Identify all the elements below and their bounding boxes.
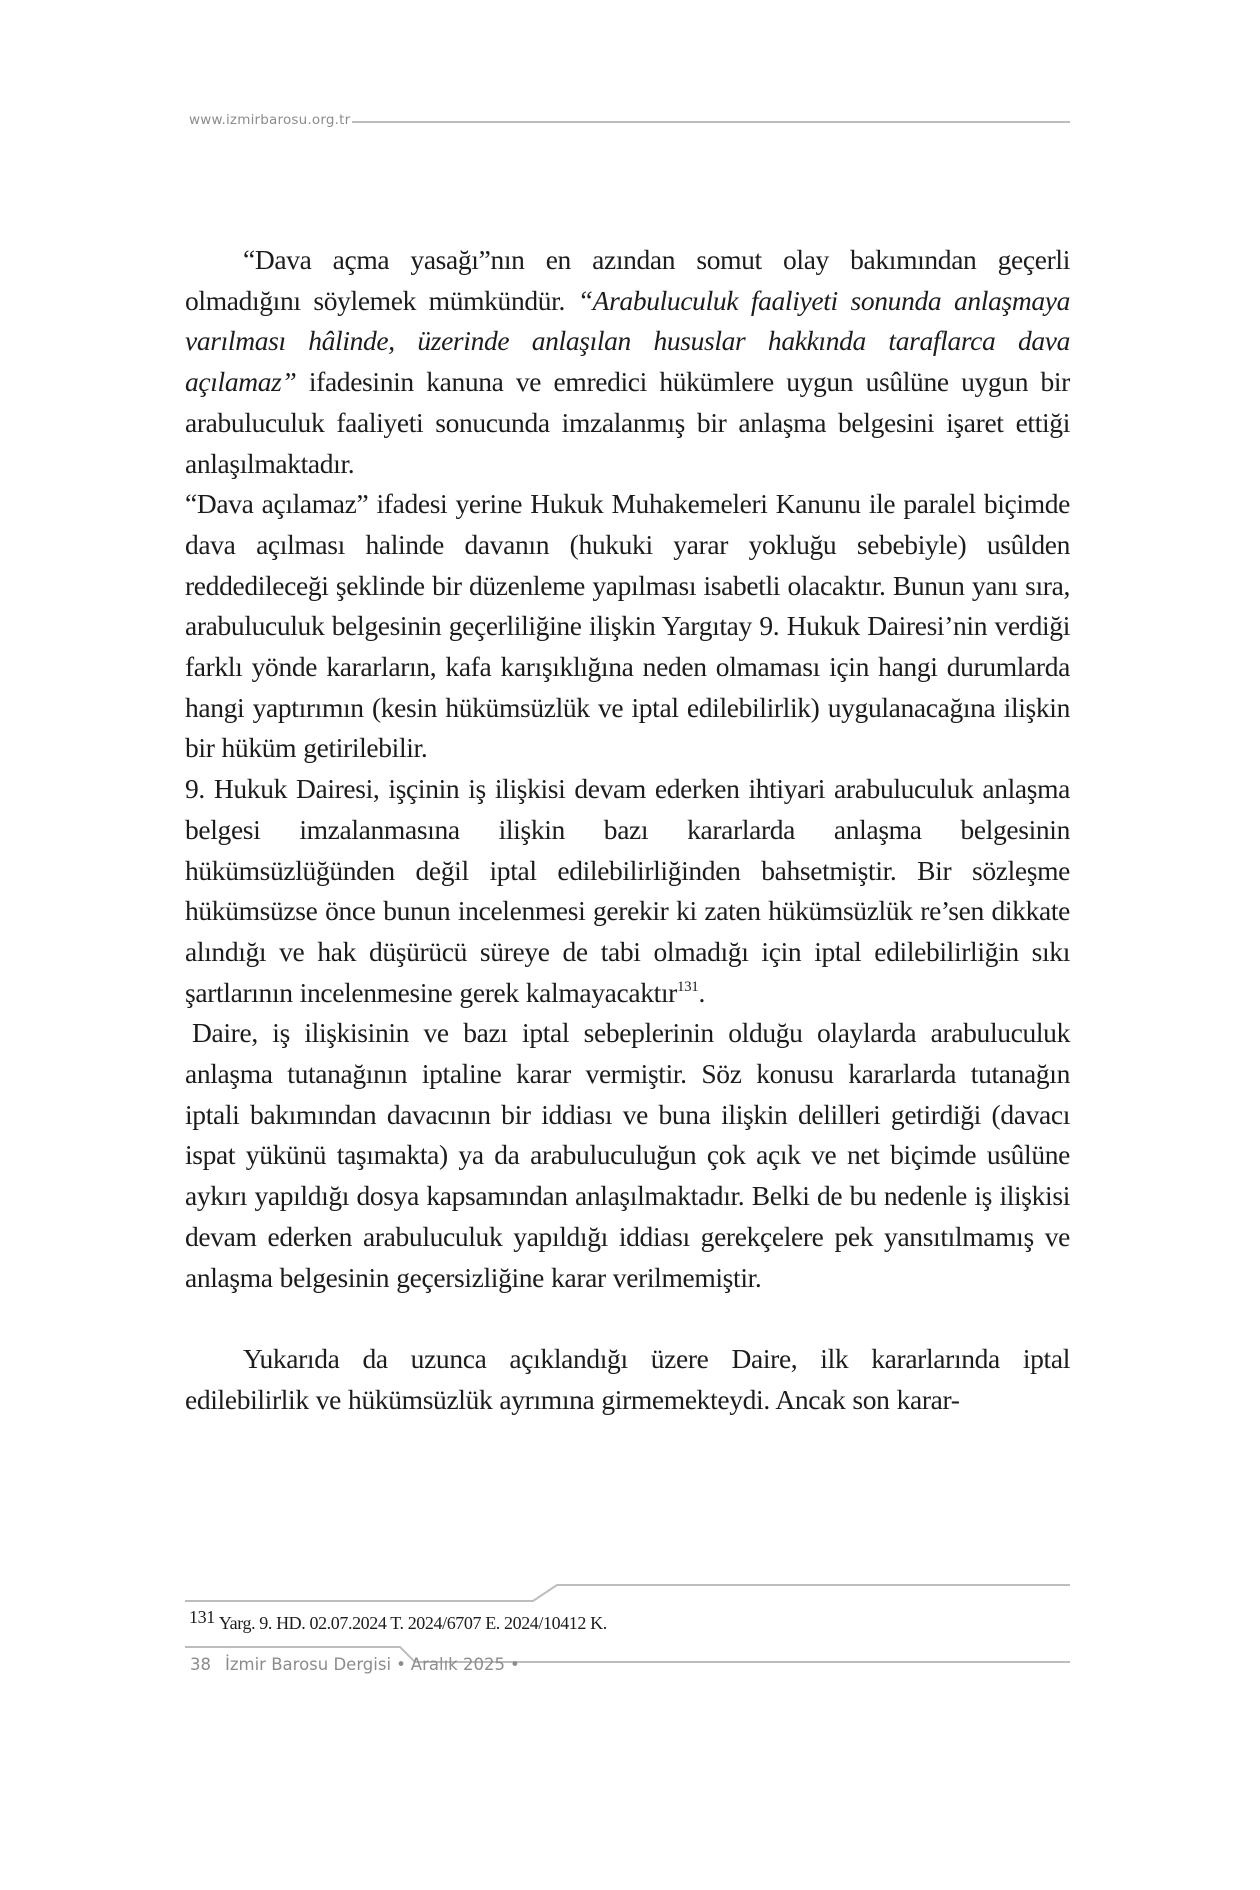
paragraph-2: “Dava açılamaz” ifadesi yerine Hukuk Muhakemeleri Kanunu ile paralel biçimde dava açılması halinde davanın (hukuki yarar yokluğu sebebiyle) usûlden reddedileceği şeklinde bir düzenleme yapılması isabetli olacaktır. Bunun yanı sıra, arabuluculuk belgesinin geçerliliğine ilişkin Yargıtay 9. Hukuk Dairesi’nin verdiği farklı yönde kararların, kafa karışıklığına neden olmaması için hangi durumlarda hangi yaptırımın (kesin hükümsüzlük ve iptal edilebilirlik) uygulanacağına ilişkin bir hüküm getirilebilir. — [185, 488, 1070, 764]
footnote-reference[interactable]: 131 — [676, 978, 699, 995]
page-footer — [190, 1652, 525, 1678]
paragraph-3-end: . — [698, 976, 705, 1008]
page-number: 38 — [190, 1655, 211, 1674]
quoted-law-text: “Arabuluculuk faaliyeti sonunda anlaşmaya varılması hâlinde, üzerinde anlaşılan hususlar hakkında taraflarca dava açılamaz” — [185, 284, 1070, 398]
footnote-number: 131 — [189, 1607, 215, 1627]
paragraph-3-text: 9. Hukuk Dairesi, işçinin iş ilişkisi devam ederken ihtiyari arabuluculuk anlaşma belgesi imzalanmasına ilişkin bazı kararlarda anlaşma belgesinin hükümsüzlüğünden değil iptal edilebilirliğinden bahsetmiştir. Bir sözleşme hükümsüzse önce bunun incelenmesi gerekir ki zaten hükümsüzlük re’sen dikkate alındığı ve hak düşürücü süreye de tabi olmadığı için iptal edilebilirliğin sıkı şartlarının incelenmesine gerek kalmayacaktır — [185, 773, 1070, 1008]
paragraph-5: Yukarıda da uzunca açıklandığı üzere Daire, ilk kararlarında iptal edilebilirlik ve hükümsüzlük ayrımına girmemekteydi. Ancak son karar- — [185, 1342, 1070, 1415]
paragraph-1-text-b: ifadesinin kanuna ve emredici hükümlere uygun usûlüne uygun bir arabuluculuk faaliyeti sonucunda imzalanmış bir anlaşma belgesini işaret ettiği anlaşılmaktadır. — [185, 366, 1070, 479]
page-header — [189, 108, 1070, 132]
journal-name: İzmir Barosu Dergisi — [225, 1655, 392, 1674]
footnote — [189, 1604, 1069, 1636]
paragraph-4: Daire, iş ilişkisinin ve bazı iptal sebeplerinin olduğu olaylarda arabuluculuk anlaşma tutanağının iptaline karar vermiştir. Söz konusu kararlarda tutanağın iptali bakımından davacının bir iddiası ve buna ilişkin delilleri getirdiği (davacı ispat yükünü taşımakta) ya da arabuluculuğun çok açık ve net biçimde usûlüne aykırı yapıldığı dosya kapsamından anlaşılmaktadır. Belki de bu nedenle iş ilişkisi devam ederken arabuluculuk yapıldığı iddiası gerekçelere pek yansıtılmamış ve anlaşma belgesinin geçersizliğine karar verilmemiştir. — [185, 1017, 1070, 1293]
paragraph-1 — [185, 240, 1070, 484]
header-url: www.izmirbarosu.org.tr — [189, 112, 351, 128]
paragraph-1-text-a: “Dava açma yasağı”nın en azından somut olay bakımından geçerli olmadığını söylemek mümkündür. — [185, 244, 1070, 316]
footnote-text: Yarg. 9. HD. 02.07.2024 T. 2024/6707 E. 2024/10412 K. — [218, 1613, 607, 1633]
bullet-separator: • — [396, 1655, 406, 1674]
bullet-end: • — [509, 1655, 520, 1674]
footnote-separator — [185, 1580, 1070, 1606]
issue-date: Aralık 2025 — [410, 1655, 505, 1674]
header-rule — [352, 121, 1070, 123]
article-body — [185, 240, 1070, 1420]
paragraph-3 — [185, 769, 1070, 1013]
